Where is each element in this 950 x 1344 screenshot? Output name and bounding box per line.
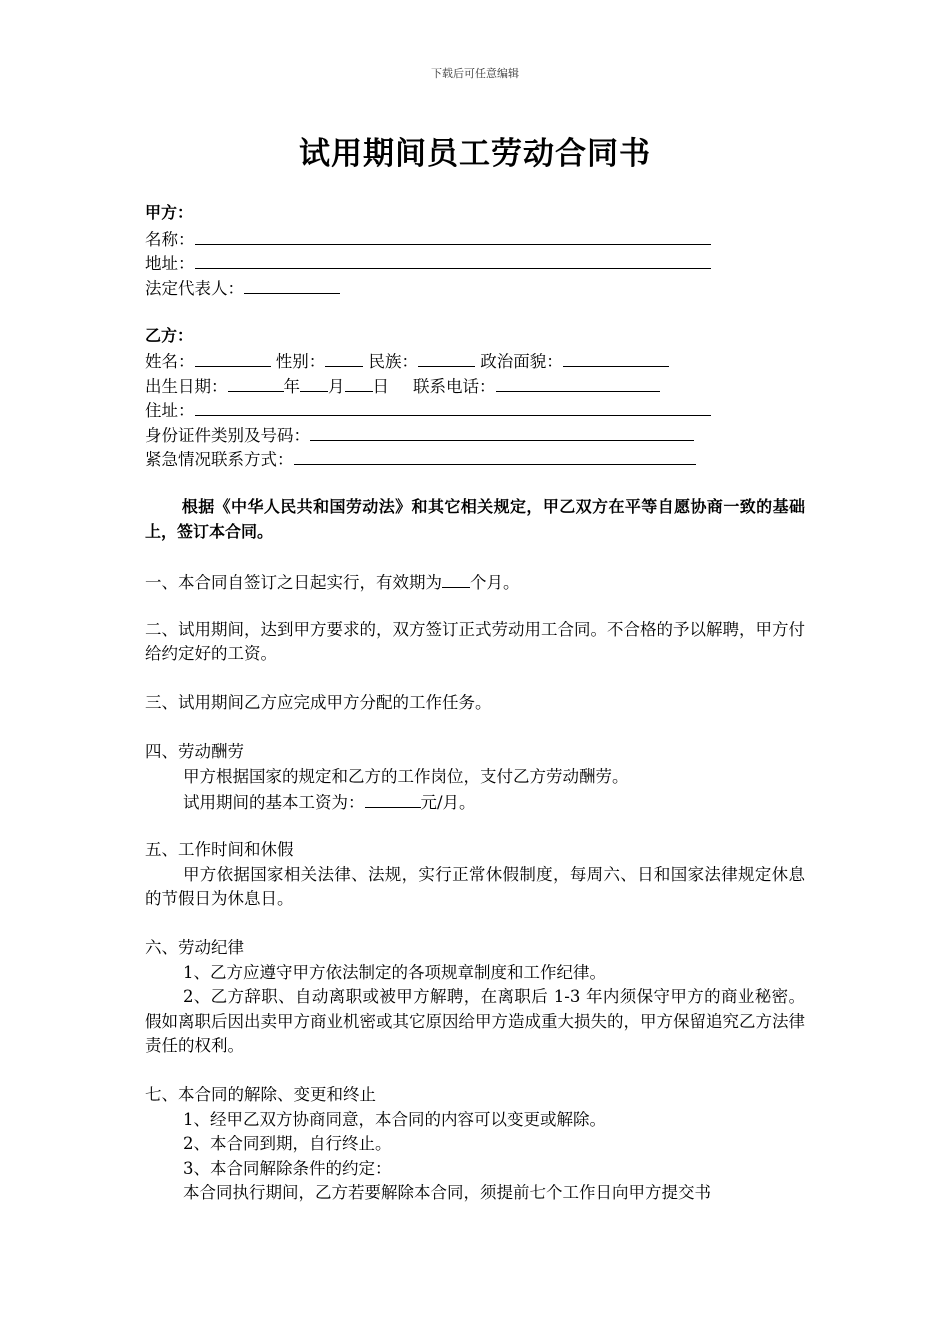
party-b-residence-label: 住址： bbox=[145, 401, 195, 420]
clause-7-p2: 2、本合同到期，自行终止。 bbox=[183, 1134, 392, 1153]
party-b-emergency-row bbox=[145, 446, 805, 471]
party-b-heading: 乙方： bbox=[145, 325, 194, 345]
party-a-name-blank[interactable] bbox=[195, 226, 711, 245]
party-b-residence-blank[interactable] bbox=[195, 397, 711, 416]
party-b-id-row bbox=[145, 422, 805, 447]
validity-months-blank[interactable] bbox=[442, 569, 470, 588]
party-a-address-label: 地址： bbox=[145, 254, 195, 273]
party-b-id-label: 身份证件类别及号码： bbox=[145, 425, 310, 445]
party-b-politics-label: 政治面貌： bbox=[480, 352, 563, 371]
document-title: 试用期间员工劳动合同书 bbox=[299, 136, 651, 172]
party-b-gender-blank[interactable] bbox=[325, 348, 363, 367]
clause-4-p1: 甲方根据国家的规定和乙方的工作岗位，支付乙方劳动酬劳。 bbox=[183, 766, 629, 786]
party-b-birth-label: 出生日期： bbox=[145, 376, 228, 396]
birth-day-label: 日 bbox=[372, 376, 389, 396]
party-b-phone-label: 联系电话： bbox=[413, 376, 496, 396]
party-b-emergency-label: 紧急情况联系方式： bbox=[145, 450, 294, 469]
clause-6-title: 六、劳动纪律 bbox=[145, 938, 244, 957]
clause-7-title: 七、本合同的解除、变更和终止 bbox=[145, 1085, 376, 1104]
party-b-birth-row bbox=[145, 373, 805, 398]
clause-6-p2: 2、乙方辞职、自动离职或被甲方解聘，在离职后 1-3 年内须保守甲方的商业秘密。假如离职后因出卖甲方商业机密或其它原因给甲方造成重大损失的，甲方保留追究乙方法律责任的权利。 bbox=[145, 987, 805, 1055]
party-b-id-blank[interactable] bbox=[310, 422, 694, 441]
preamble: 根据《中华人民共和国劳动法》和其它相关规定，甲乙双方在平等自愿协商一致的基础上，签订本合同。 bbox=[145, 497, 805, 541]
party-a-name-row bbox=[145, 226, 805, 251]
birth-month-label: 月 bbox=[328, 376, 345, 396]
page-header-note: 下载后可任意编辑 bbox=[431, 67, 519, 80]
party-a-heading: 甲方： bbox=[145, 203, 194, 222]
clause-2: 二、试用期间，达到甲方要求的，双方签订正式劳动用工合同。不合格的予以解聘，甲方付给约定好的工资。 bbox=[145, 619, 805, 663]
party-b-name-blank[interactable] bbox=[195, 348, 271, 367]
base-salary-label: 试用期间的基本工资为： bbox=[183, 793, 365, 812]
birth-year-label: 年 bbox=[283, 376, 300, 396]
clause-6-p1: 1、乙方应遵守甲方依法制定的各项规章制度和工作纪律。 bbox=[183, 962, 606, 982]
clause-4-p2 bbox=[145, 789, 805, 814]
clause-7-p3: 3、本合同解除条件的约定： bbox=[183, 1158, 392, 1178]
party-a-rep-row bbox=[145, 275, 805, 300]
clause-1-text: 一、本合同自签订之日起实行，有效期为 bbox=[145, 572, 442, 592]
party-a-address-row bbox=[145, 250, 805, 275]
birth-month-blank[interactable] bbox=[300, 373, 328, 392]
party-a-rep-blank[interactable] bbox=[244, 275, 340, 294]
birth-year-blank[interactable] bbox=[228, 373, 284, 392]
base-salary-blank[interactable] bbox=[365, 789, 421, 808]
party-b-emergency-blank[interactable] bbox=[294, 446, 696, 465]
party-b-basic-row bbox=[145, 348, 805, 373]
party-a-name-label: 名称： bbox=[145, 229, 195, 249]
clause-5-p1: 甲方依据国家相关法律、法规，实行正常休假制度，每周六、日和国家法律规定休息的节假日为休息日。 bbox=[145, 864, 805, 908]
clause-7-p1: 1、经甲乙双方协商同意，本合同的内容可以变更或解除。 bbox=[183, 1109, 606, 1129]
party-b-politics-blank[interactable] bbox=[563, 348, 669, 367]
clause-1 bbox=[145, 569, 805, 594]
clause-3: 三、试用期间乙方应完成甲方分配的工作任务。 bbox=[145, 693, 492, 712]
party-b-phone-blank[interactable] bbox=[496, 373, 660, 392]
party-b-residence-row bbox=[145, 397, 805, 422]
party-b-name-label: 姓名： bbox=[145, 352, 195, 371]
party-b-ethnicity-blank[interactable] bbox=[418, 348, 475, 367]
party-a-address-blank[interactable] bbox=[195, 250, 711, 269]
contract-body bbox=[145, 201, 805, 1206]
birth-day-blank[interactable] bbox=[345, 373, 373, 392]
clause-4-title: 四、劳动酬劳 bbox=[145, 742, 244, 761]
clause-5-title: 五、工作时间和休假 bbox=[145, 840, 294, 859]
party-b-ethnicity-label: 民族： bbox=[368, 352, 418, 371]
clause-1-suffix: 个月。 bbox=[470, 572, 520, 592]
clause-7-p4: 本合同执行期间，乙方若要解除本合同，须提前七个工作日向甲方提交书 bbox=[183, 1183, 711, 1202]
base-salary-unit: 元/月。 bbox=[420, 793, 476, 812]
party-a-rep-label: 法定代表人： bbox=[145, 278, 244, 298]
party-b-gender-label: 性别： bbox=[275, 352, 326, 371]
